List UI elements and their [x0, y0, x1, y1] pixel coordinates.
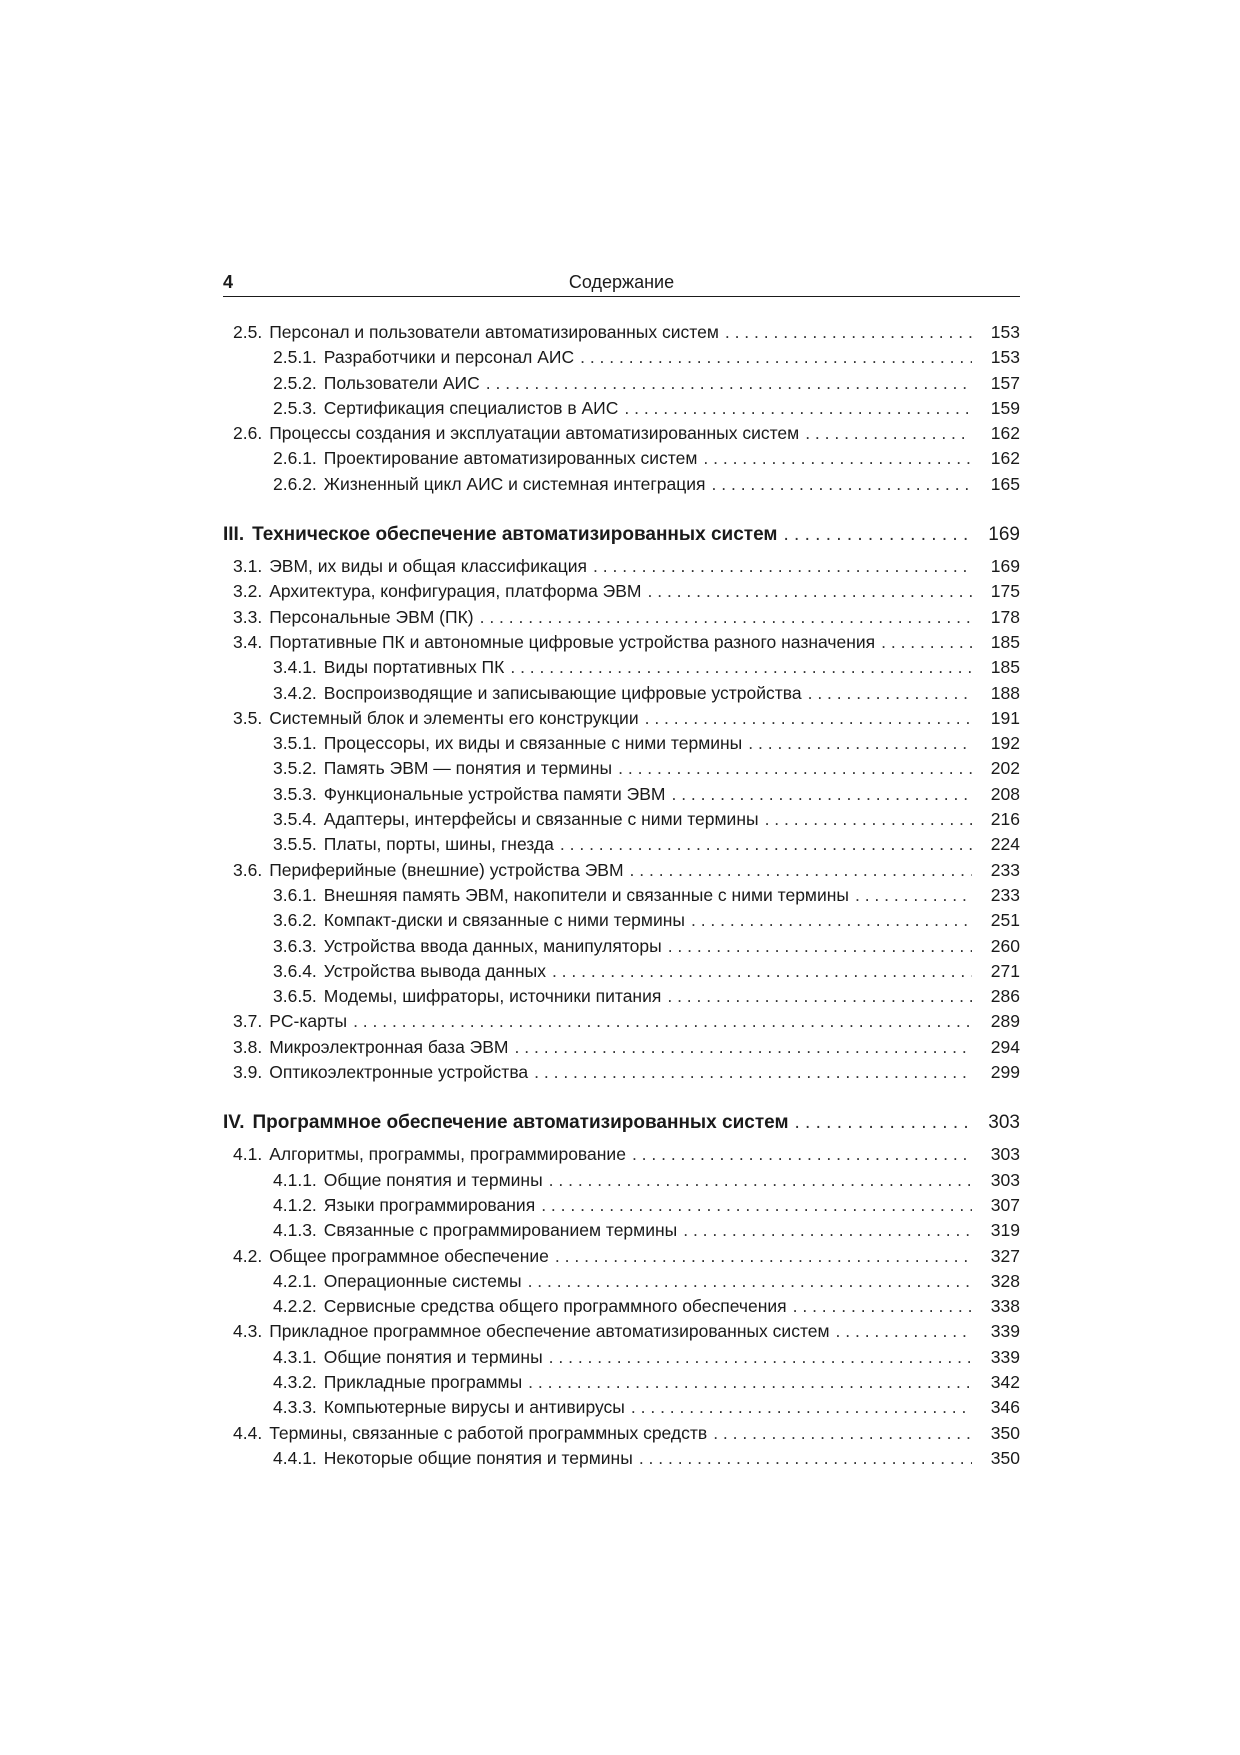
page-header — [223, 272, 1020, 297]
toc-entry[interactable] — [223, 474, 1020, 499]
toc-entry-page: 202 — [990, 758, 1020, 779]
dot-leader — [528, 1271, 972, 1292]
toc-entry[interactable] — [223, 683, 1020, 708]
toc-entry-number: 3.4.2. — [273, 682, 317, 703]
toc-entry[interactable] — [223, 581, 1020, 606]
toc-entry-title: Устройства ввода данных, манипуляторы — [323, 935, 662, 956]
toc-entry-title: Языки программирования — [323, 1194, 536, 1215]
toc-entry[interactable] — [223, 1062, 1020, 1087]
toc-entry[interactable] — [223, 1423, 1020, 1448]
toc-entry-page: 216 — [990, 809, 1020, 830]
dot-leader — [528, 1372, 972, 1393]
dot-leader — [725, 322, 972, 343]
toc-entry-number: 3.3. — [233, 606, 263, 627]
toc-entry[interactable] — [223, 1195, 1020, 1220]
dot-leader — [555, 1246, 972, 1267]
dot-leader — [808, 683, 972, 704]
dot-leader — [353, 1011, 972, 1032]
toc-entry-page: 192 — [990, 733, 1020, 754]
dot-leader — [552, 961, 972, 982]
toc-entry-number: 4.3.2. — [273, 1371, 317, 1392]
toc-entry-title: Сервисные средства общего программного обеспечения — [323, 1296, 787, 1317]
toc-entry-number: 3.9. — [233, 1062, 263, 1083]
toc-entry-title: Сертификация специалистов в АИС — [323, 397, 619, 418]
toc-entry-page: 191 — [990, 707, 1020, 728]
toc-entry[interactable] — [223, 632, 1020, 657]
toc-entry[interactable] — [223, 423, 1020, 448]
dot-leader — [560, 834, 972, 855]
toc-entry-page: 169 — [990, 556, 1020, 577]
toc-entry-page: 208 — [990, 783, 1020, 804]
toc-entry-number: 2.5. — [233, 322, 263, 342]
toc-entry-page: 271 — [990, 960, 1020, 981]
toc-entry-title: Некоторые общие понятия и термины — [323, 1447, 633, 1468]
dot-leader — [703, 448, 972, 469]
toc-entry-number: 2.6. — [233, 423, 263, 444]
toc-entry-title: Системный блок и элементы его конструкции — [269, 707, 639, 728]
toc-entry-number: IV. — [223, 1112, 245, 1134]
toc-entry[interactable] — [223, 986, 1020, 1011]
toc-entry[interactable] — [223, 758, 1020, 783]
toc-entry[interactable] — [223, 398, 1020, 423]
toc-entry[interactable] — [223, 322, 1020, 347]
toc-entry-number: 4.2.2. — [273, 1296, 317, 1317]
toc-entry-number: 2.5.3. — [273, 397, 317, 418]
dot-leader — [549, 1170, 972, 1191]
toc-entry-number: 3.1. — [233, 556, 263, 577]
toc-entry-title: Функциональные устройства памяти ЭВМ — [323, 783, 666, 804]
toc-entry-title: Термины, связанные с работой программных средств — [269, 1422, 708, 1443]
toc-entry-title: Алгоритмы, программы, программирование — [269, 1144, 626, 1165]
dot-leader — [793, 1296, 972, 1317]
toc-entry-number: 4.3.3. — [273, 1397, 317, 1418]
dot-leader — [632, 1144, 972, 1165]
toc-entry-title: Архитектура, конфигурация, платформа ЭВМ — [269, 581, 642, 602]
toc-entry[interactable] — [223, 784, 1020, 809]
dot-leader — [765, 809, 972, 830]
toc-entry-number: 4.1.3. — [273, 1220, 317, 1241]
toc-entry-title: Пользователи АИС — [323, 372, 480, 393]
toc-entry-title: Компакт-диски и связанные с ними термины — [323, 910, 685, 931]
dot-leader — [549, 1347, 972, 1368]
dot-leader — [783, 524, 972, 546]
dot-leader — [630, 860, 972, 881]
toc-entry-title: Оптикоэлектронные устройства — [269, 1062, 529, 1083]
toc-entry[interactable] — [223, 448, 1020, 473]
toc-entry-title: Персональные ЭВМ (ПК) — [269, 606, 474, 627]
toc-entry-title: Адаптеры, интерфейсы и связанные с ними термины — [323, 809, 759, 830]
dot-leader — [645, 708, 972, 729]
toc-entry-number: 4.4.1. — [273, 1447, 317, 1468]
toc-entry-page: 260 — [990, 935, 1020, 956]
toc-entry[interactable] — [223, 373, 1020, 398]
toc-entry[interactable] — [223, 834, 1020, 859]
toc-entry-number: 3.6.3. — [273, 935, 317, 956]
toc-entry-number: 2.5.1. — [273, 347, 317, 368]
toc-entry-page: 338 — [990, 1296, 1020, 1317]
dot-leader — [648, 581, 973, 602]
toc-entry-title: Внешняя память ЭВМ, накопители и связанные с ними термины — [323, 884, 849, 905]
toc-entry-page: 157 — [990, 372, 1020, 393]
toc-entry[interactable] — [223, 1397, 1020, 1422]
toc-entry-page: 185 — [990, 657, 1020, 678]
toc-entry-number: III. — [223, 524, 245, 546]
toc-entry-number: 2.6.2. — [273, 473, 317, 494]
toc-entry-title: Устройства вывода данных — [323, 960, 546, 981]
toc-entry[interactable] — [223, 1321, 1020, 1346]
toc-entry-page: 339 — [990, 1346, 1020, 1367]
toc-entry-number: 3.5.5. — [273, 834, 317, 855]
dot-leader — [855, 885, 972, 906]
toc-entry-page: 299 — [990, 1062, 1020, 1083]
dot-leader — [712, 474, 972, 495]
toc-entry[interactable] — [223, 1448, 1020, 1473]
dot-leader — [639, 1448, 972, 1469]
toc-entry-title: Портативные ПК и автономные цифровые устройства разного назначения — [269, 631, 876, 652]
toc-entry-page: 303 — [990, 1169, 1020, 1190]
toc-entry-page: 346 — [990, 1397, 1020, 1418]
toc-entry-page: 286 — [990, 986, 1020, 1007]
toc-entry[interactable] — [223, 708, 1020, 733]
dot-leader — [515, 1037, 972, 1058]
toc-entry-number: 3.7. — [233, 1011, 263, 1032]
toc-entry-page: 178 — [990, 606, 1020, 627]
toc-entry-title: Общее программное обеспечение — [269, 1245, 549, 1266]
toc-entry[interactable] — [223, 1372, 1020, 1397]
toc-entry[interactable] — [223, 809, 1020, 834]
toc-chapter[interactable] — [223, 524, 1020, 552]
toc-entry-title: Микроэлектронная база ЭВМ — [269, 1036, 509, 1057]
toc-entry-title: Прикладное программное обеспечение автоматизированных систем — [269, 1321, 830, 1342]
toc-entry[interactable] — [223, 1271, 1020, 1296]
toc-entry-page: 303 — [988, 1112, 1020, 1134]
toc-entry[interactable] — [223, 961, 1020, 986]
toc-entry-number: 3.5.2. — [273, 758, 317, 779]
dot-leader — [795, 1112, 973, 1134]
toc-chapter[interactable] — [223, 1112, 1020, 1140]
dot-leader — [624, 398, 972, 419]
toc-entry-title: ЭВМ, их виды и общая классификация — [269, 556, 588, 577]
toc-entry-title: Платы, порты, шины, гнезда — [323, 834, 554, 855]
toc-entry-title: Виды портативных ПК — [323, 657, 505, 678]
dot-leader — [541, 1195, 972, 1216]
toc-entry[interactable] — [223, 1220, 1020, 1245]
toc-entry-page: 169 — [988, 524, 1020, 546]
header-title: Содержание — [568, 272, 675, 292]
toc-entry-number: 3.6.4. — [273, 960, 317, 981]
toc-entry-number: 3.4. — [233, 631, 263, 652]
toc-entry[interactable] — [223, 1037, 1020, 1062]
toc-entry-title: Общие понятия и термины — [323, 1169, 543, 1190]
toc-entry-page: 188 — [990, 682, 1020, 703]
toc-entry-page: 350 — [990, 1447, 1020, 1468]
toc-entry-number: 3.5.1. — [273, 733, 317, 754]
toc-entry-number: 4.3. — [233, 1321, 263, 1342]
dot-leader — [580, 347, 972, 368]
toc-entry-title: Разработчики и персонал АИС — [323, 347, 575, 368]
toc-entry-title: Прикладные программы — [323, 1371, 523, 1392]
toc-entry-page: 153 — [990, 347, 1020, 368]
toc-entry-title: Связанные с программированием термины — [323, 1220, 678, 1241]
toc-entry[interactable] — [223, 910, 1020, 935]
toc-entry[interactable] — [223, 1144, 1020, 1169]
dot-leader — [683, 1220, 972, 1241]
toc-entry-title: Жизненный цикл АИС и системная интеграция — [323, 473, 706, 494]
toc-entry-title: Память ЭВМ — понятия и термины — [323, 758, 613, 779]
toc-entry-number: 3.5. — [233, 707, 263, 728]
toc-entry-number: 4.2.1. — [273, 1270, 317, 1291]
toc-entry-number: 3.6.5. — [273, 986, 317, 1007]
toc-entry[interactable] — [223, 347, 1020, 372]
toc-entry-page: 162 — [990, 448, 1020, 469]
toc-entry[interactable] — [223, 885, 1020, 910]
toc-entry-number: 4.3.1. — [273, 1346, 317, 1367]
toc-entry[interactable] — [223, 607, 1020, 632]
toc-entry-page: 224 — [990, 834, 1020, 855]
toc-entry[interactable] — [223, 1246, 1020, 1271]
toc-entry-number: 4.4. — [233, 1422, 263, 1443]
toc-entry[interactable] — [223, 936, 1020, 961]
toc-entry-page: 319 — [990, 1220, 1020, 1241]
page-number: 4 — [223, 272, 234, 292]
toc-entry-title: Персонал и пользователи автоматизированных систем — [269, 322, 719, 342]
toc-entry-title: Процессы создания и эксплуатации автоматизированных систем — [269, 423, 800, 444]
toc-entry-page: 165 — [990, 473, 1020, 494]
toc-entry-number: 3.8. — [233, 1036, 263, 1057]
dot-leader — [836, 1321, 972, 1342]
toc-entry-number: 3.6.1. — [273, 884, 317, 905]
dot-leader — [671, 784, 972, 805]
toc-entry-page: 289 — [990, 1011, 1020, 1032]
toc-entry-page: 294 — [990, 1036, 1020, 1057]
toc-entry-number: 4.1. — [233, 1144, 263, 1165]
dot-leader — [691, 910, 972, 931]
dot-leader — [805, 423, 972, 444]
dot-leader — [534, 1062, 972, 1083]
toc-entry[interactable] — [223, 1170, 1020, 1195]
toc-entry-page: 162 — [990, 423, 1020, 444]
toc-entry-number: 3.6. — [233, 859, 263, 880]
toc-entry-page: 159 — [990, 397, 1020, 418]
toc-entry-title: PC-карты — [269, 1011, 348, 1032]
dot-leader — [667, 986, 972, 1007]
toc-entry[interactable] — [223, 1296, 1020, 1321]
toc-entry-number: 4.1.1. — [273, 1169, 317, 1190]
toc-entry-number: 3.4.1. — [273, 657, 317, 678]
toc-entry-number: 3.5.4. — [273, 809, 317, 830]
toc-entry[interactable] — [223, 860, 1020, 885]
toc-entry-number: 3.6.2. — [273, 910, 317, 931]
toc-entry-title: Компьютерные вирусы и антивирусы — [323, 1397, 625, 1418]
toc-entry[interactable] — [223, 733, 1020, 758]
toc-entry-page: 233 — [990, 884, 1020, 905]
toc-entry-title: Общие понятия и термины — [323, 1346, 543, 1367]
toc-entry-number: 4.1.2. — [273, 1194, 317, 1215]
toc-entry-page: 185 — [990, 631, 1020, 652]
toc-entry-page: 339 — [990, 1321, 1020, 1342]
dot-leader — [631, 1397, 972, 1418]
toc-entry[interactable] — [223, 556, 1020, 581]
dot-leader — [881, 632, 972, 653]
dot-leader — [480, 607, 972, 628]
toc-entry-page: 327 — [990, 1245, 1020, 1266]
toc-entry-number: 4.2. — [233, 1245, 263, 1266]
toc-entry-number: 2.5.2. — [273, 372, 317, 393]
dot-leader — [668, 936, 972, 957]
dot-leader — [510, 657, 972, 678]
toc-entry-number: 2.6.1. — [273, 448, 317, 469]
dot-leader — [486, 373, 972, 394]
dot-leader — [618, 758, 972, 779]
toc-entry-page: 328 — [990, 1270, 1020, 1291]
dot-leader — [748, 733, 972, 754]
table-of-contents — [223, 322, 1020, 1473]
toc-entry-page: 342 — [990, 1371, 1020, 1392]
toc-entry[interactable] — [223, 657, 1020, 682]
toc-entry-number: 3.2. — [233, 581, 263, 602]
toc-entry[interactable] — [223, 1011, 1020, 1036]
toc-entry-title: Периферийные (внешние) устройства ЭВМ — [269, 859, 624, 880]
toc-entry-page: 233 — [990, 859, 1020, 880]
dot-leader — [713, 1423, 972, 1444]
toc-entry-title: Воспроизводящие и записывающие цифровые устройства — [323, 682, 802, 703]
toc-entry-title: Модемы, шифраторы, источники питания — [323, 986, 662, 1007]
toc-entry-title: Программное обеспечение автоматизированных систем — [252, 1112, 789, 1134]
toc-entry-title: Операционные системы — [323, 1270, 522, 1291]
toc-entry-page: 303 — [990, 1144, 1020, 1165]
toc-entry-number: 3.5.3. — [273, 783, 317, 804]
toc-entry-page: 251 — [990, 910, 1020, 931]
toc-entry-title: Проектирование автоматизированных систем — [323, 448, 698, 469]
toc-entry-page: 307 — [990, 1194, 1020, 1215]
toc-entry[interactable] — [223, 1347, 1020, 1372]
toc-entry-title: Процессоры, их виды и связанные с ними термины — [323, 733, 743, 754]
toc-entry-page: 175 — [990, 581, 1020, 602]
toc-entry-page: 350 — [990, 1422, 1020, 1443]
toc-entry-page: 153 — [990, 322, 1020, 342]
dot-leader — [593, 556, 972, 577]
toc-entry-title: Техническое обеспечение автоматизированных систем — [252, 524, 778, 546]
